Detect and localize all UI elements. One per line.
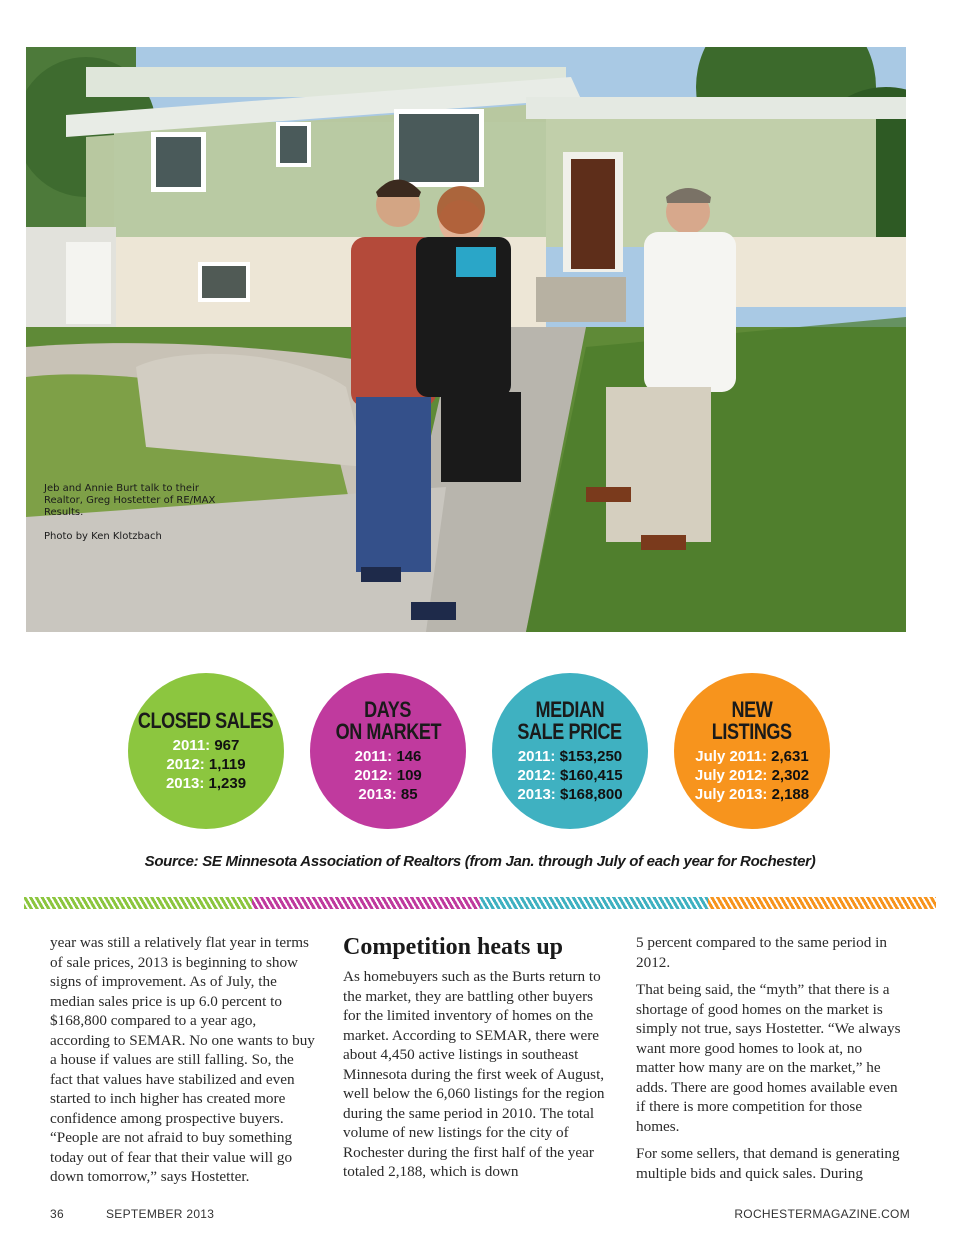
stat-row: 2011: 146 bbox=[354, 747, 422, 765]
stat-title-line-2: SALE PRICE bbox=[517, 718, 623, 744]
stat-title-line-2: LISTINGS bbox=[712, 718, 792, 744]
stat-closed-sales bbox=[128, 673, 284, 829]
paragraph: 5 percent compared to the same period in 2012. bbox=[636, 934, 887, 971]
stat-row: July 2011: 2,631 bbox=[695, 747, 809, 765]
stat-row: 2011: 967 bbox=[172, 736, 240, 754]
stat-row: 2013: 85 bbox=[358, 785, 418, 803]
paragraph: As homebuyers such as the Burts return to the market, they are battling other buyers for the limited inventory of homes on the market. According to SEMAR, there were about 4,450 active listings in southeast Minnesota during the first week of August, well below the 6,060 listings for the region during the same period in 2010. The total volume of new listings for the city of Rochester during the first half of the year totaled 2,188, which is down bbox=[343, 968, 605, 1180]
stat-median-sale-price bbox=[492, 673, 648, 829]
stat-row: 2013: 1,239 bbox=[165, 774, 247, 792]
stat-row: 2012: 109 bbox=[354, 766, 422, 784]
stat-new-listings bbox=[674, 673, 830, 829]
website-link[interactable]: ROCHESTERMAGAZINE.COM bbox=[734, 1207, 910, 1221]
stat-title: CLOSED SALES bbox=[138, 707, 274, 733]
photo-credit: Photo by Ken Klotzbach bbox=[44, 531, 162, 542]
stat-title-line-2: ON MARKET bbox=[335, 718, 441, 744]
article-column-2 bbox=[343, 933, 611, 1190]
paragraph: For some sellers, that demand is generating multiple bids and quick sales. During bbox=[636, 1145, 900, 1182]
stat-row: 2012: 1,119 bbox=[166, 755, 246, 773]
house-photo-illustration bbox=[26, 47, 906, 632]
stat-row: July 2013: 2,188 bbox=[694, 785, 810, 803]
caption-text: Jeb and Annie Burt talk to their Realtor, Greg Hostetter of RE/MAX Results. bbox=[44, 483, 216, 518]
feature-photo bbox=[26, 47, 906, 632]
stat-row: July 2012: 2,302 bbox=[694, 766, 810, 784]
stat-title-line-1: NEW bbox=[731, 696, 773, 722]
stat-title-line-1: MEDIAN bbox=[535, 696, 605, 722]
stat-days-on-market bbox=[310, 673, 466, 829]
issue-date: SEPTEMBER 2013 bbox=[106, 1207, 215, 1221]
photo-caption bbox=[44, 483, 224, 543]
source-note: Source: SE Minnesota Association of Realtors (from Jan. through July of each year for Rochester) bbox=[144, 853, 816, 870]
article-column-3 bbox=[636, 933, 904, 1191]
decorative-stripe-divider bbox=[24, 897, 936, 909]
stat-row: 2012: $160,415 bbox=[517, 766, 623, 784]
stat-row: 2013: $168,800 bbox=[517, 785, 623, 803]
paragraph: year was still a relatively flat year in terms of sale prices, 2013 is beginning to show signs of improvement. As of July, the median sales price is up 6.0 percent to $168,800 compared to a year ago, according to SEMAR. No one wants to buy a house if values are still falling. So, the fact that values have stabilized and even started to inch higher has created more confidence among prospective buyers. “People are not afraid to buy something today out of fear that their value will go down tomorrow,” says Hostetter. bbox=[50, 934, 315, 1185]
stat-row: 2011: $153,250 bbox=[517, 747, 623, 765]
article-column-1 bbox=[50, 933, 318, 1195]
paragraph: That being said, the “myth” that there is a shortage of good homes on the market is simply not true, says Hostetter. “We always want more good homes to look at, no matter how many are on the market,” he adds. There are good homes available even if there is more competition for those homes. bbox=[636, 981, 901, 1135]
stat-title-line-1: DAYS bbox=[364, 696, 412, 722]
section-heading: Competition heats up bbox=[343, 934, 564, 960]
page-number: 36 bbox=[50, 1207, 64, 1221]
